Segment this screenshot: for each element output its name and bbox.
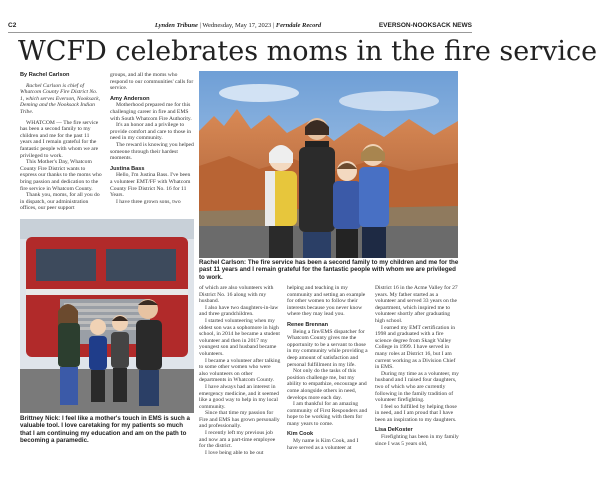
page-header <box>8 22 472 31</box>
paragraph: I started volunteering when my oldest son was a sophomore in high school, in 2014 he became a student volunteer and then in 2017 my youngest son and husband became volunteers. <box>199 317 280 357</box>
column-1 <box>20 72 102 212</box>
subhead-kim: Kim Cook <box>287 431 314 438</box>
canyon-photo-illustration <box>199 71 458 258</box>
column-2 <box>110 72 194 205</box>
paragraph: The reward is knowing you helped someone through their hardest moments. <box>110 141 194 162</box>
firetruck-photo-illustration <box>20 219 194 413</box>
byline: By Rachel Carlson <box>20 72 70 78</box>
masthead-line <box>128 22 348 29</box>
paragraph: Being a fire/EMS dispatcher for Whatcom County gives me the opportunity to be a servant to those in my community while providing a deep amount of satisfaction and personal fulfillment in my life. <box>287 328 368 368</box>
paragraph: I recently left my previous job and now am a part-time employee for the district. <box>199 430 276 450</box>
masthead-lynden: Lynden Tribune <box>154 22 198 29</box>
subhead-lisa: Lisa DeKoster <box>375 427 413 434</box>
paragraph: I have always had an interest in emergency medicine, and it seemed like a good way to help in my local community. <box>199 383 279 410</box>
paragraph: Hello, I'm Justina Bass. I've been a volunteer EMT/FF with Whatcom County Fire District No. 16 for 11 Years. <box>110 172 191 199</box>
masthead-ferndale: Ferndale Record <box>275 22 322 29</box>
paragraph: This Mother's Day, Whatcom County Fire District wants to express our thanks to the moms who bring passion and dedication to the fire service in Whatcom County. <box>20 159 102 192</box>
caption-nick: Brittney Nick: I feel like a mother's touch in EMS is such a valuable tool. I love caretaking for my patients so much that I am continuing my education and am on the path to becoming a paramedic. <box>20 415 190 445</box>
page-number: C2 <box>8 22 17 29</box>
headline: WCFD celebrates moms in the fire service <box>18 36 597 67</box>
paragraph: of which are also volunteers with District No. 16 along with my husband. <box>199 285 274 305</box>
caption-carlson: Rachel Carlson: The fire service has been a second family to my children and me for the past 11 years and I remain grateful for the fantastic people with whom we are privileged to work. <box>199 259 459 281</box>
paragraph: Motherhood prepared me for this challenging career in fire and EMS with South Whatcom Fire Authority. <box>110 102 192 122</box>
paragraph: Firefighting has been in my family since I was 5 years old, <box>375 434 459 447</box>
header-rule <box>8 32 472 33</box>
subhead-amy: Amy Anderson <box>110 95 150 102</box>
paragraph: I am thankful for an amazing community of First Responders and hope to be working with them for many years to come. <box>287 401 368 427</box>
paragraph: Thank you, moms, for all you do in dispatch, our administration offices, our peer support <box>20 192 100 212</box>
paragraph: I feel so fulfilled by helping those in need, and I am proud that I have been an inspiration to my daughters. <box>375 403 457 423</box>
masthead-sep: | <box>199 22 203 29</box>
paragraph: Not only do the tasks of this position challenge me, but my ability to empathize, encourage and come alongside others in need, develops more each day. <box>287 368 367 401</box>
section-name: EVERSON-NOOKSACK NEWS <box>378 22 472 29</box>
masthead-sep: | <box>272 22 276 29</box>
photo-nick-family <box>20 219 194 413</box>
paragraph: My name is Kim Cook, and I have served as a volunteer at <box>287 438 359 451</box>
paragraph: WHATCOM — The fire service has been a second family to my children and me for the past 11 years and I remain grateful for the fantastic people with whom we are privileged to work. <box>20 119 99 159</box>
column-3 <box>199 285 281 456</box>
paragraph: helping and teaching in my community and setting an example for other women to follow their interests because you never know where they may lead you. <box>287 285 366 318</box>
intro-italic: Rachel Carlson is chief of Whatcom County Fire District No. 1, which serves Everson, Nooksack, Deming and the Nooksack Indian Tribe. <box>20 82 101 115</box>
subhead-renee: Renee Brennan <box>287 321 329 328</box>
photo-carlson-family <box>199 71 458 258</box>
paragraph: District 16 in the Acme Valley for 27 years. My father started as a volunteer and served 33 years on the department, which inspired me to volunteer shortly after graduating high school. <box>375 285 458 324</box>
subhead-justina: Justina Bass <box>110 165 145 172</box>
paragraph: groups, and all the moms who respond to our communities' calls for service. <box>110 72 194 92</box>
paragraph: I also have two daughters-in-law and three grandchildren. <box>199 304 279 318</box>
paragraph: I have three grown sons, two <box>116 198 181 205</box>
column-4 <box>287 285 369 451</box>
paragraph: I love being able to be out <box>205 449 264 456</box>
issue-date: Wednesday, May 17, 2023 <box>202 22 272 29</box>
paragraph: During my time as a volunteer, my husband and I raised four daughters, two of which who are currently following in the family tradition of volunteer firefighting. <box>375 370 459 404</box>
paragraph: I earned my EMT certification in 1998 and graduated with a fire science degree from Skagit Valley College in 1999. I have served in many roles at District 16, but I am current working as a Division Chief in EMS. <box>375 324 456 371</box>
paragraph: I became a volunteer after talking to some other women who were also volunteers on other departments in Whatcom County. <box>199 357 281 384</box>
column-5 <box>375 285 459 447</box>
paragraph: It's an honor and a privilege to provide comfort and care to those in need in my community. <box>110 122 192 142</box>
paragraph: Since that time my passion for Fire and EMS has grown personally and professionally. <box>199 410 280 430</box>
